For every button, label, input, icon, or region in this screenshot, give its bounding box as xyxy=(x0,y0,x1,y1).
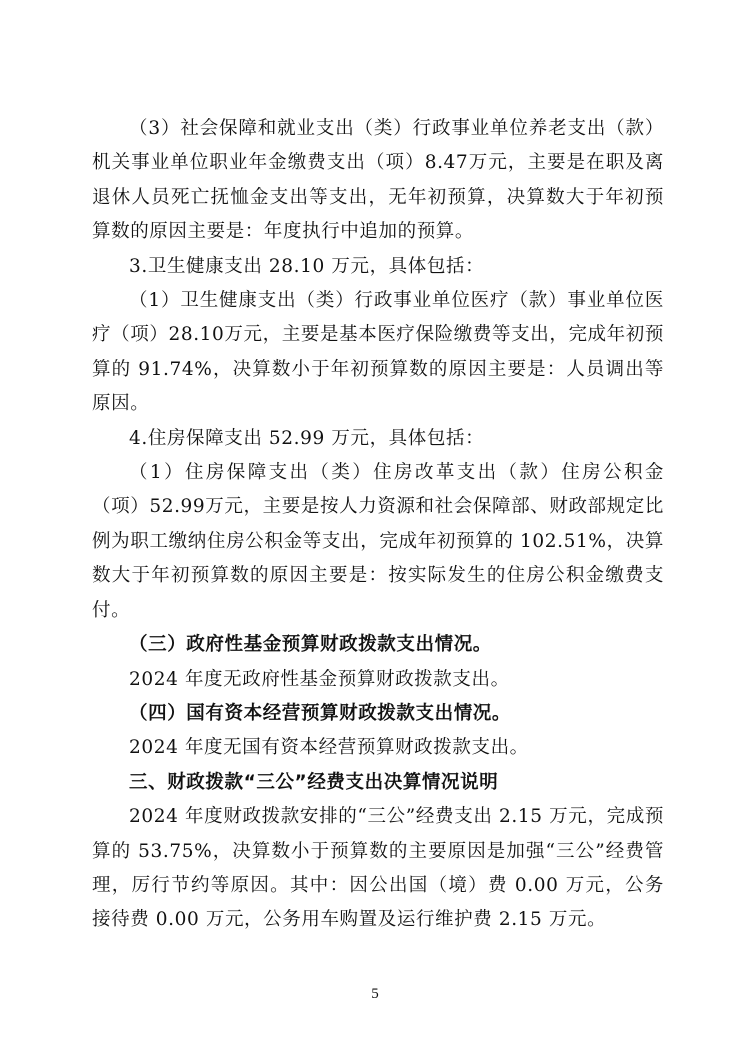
paragraph-state-capital: 2024 年度无国有资本经营预算财政拨款支出。 xyxy=(129,737,529,759)
document-body xyxy=(92,112,664,938)
section-heading-three-public: 三、财政拨款“三公”经费支出决算情况说明 xyxy=(129,771,499,793)
paragraph-three-public-expenses: 2024 年度财政拨款安排的“三公”经费支出 2.15 万元，完成预算的 53.75%，决算数小于预算数的主要原因是加强“三公”经费管理，厉行节约等原因。其中：因公出国（境）费 0.00 万元，公务接待费 0.00 万元，公务用车购置及运行维护费 2.15 万元。 xyxy=(92,806,664,931)
paragraph-social-security-annuity: （3）社会保障和就业支出（类）行政事业单位养老支出（款）机关事业单位职业年金缴费支出（项）8.47万元，主要是在职及离退休人员死亡抚恤金支出等支出，无年初预算，决算数大于年初预算数的原因主要是：年度执行中追加的预算。 xyxy=(92,118,664,243)
heading-housing-expenditure: 4.住房保障支出 52.99 万元，具体包括： xyxy=(129,427,485,449)
page-number: 5 xyxy=(371,986,379,1002)
section-heading-state-capital: （四）国有资本经营预算财政拨款支出情况。 xyxy=(129,702,512,724)
paragraph-health-medical: （1）卫生健康支出（类）行政事业单位医疗（款）事业单位医疗（项）28.10万元，主要是基本医疗保险缴费等支出，完成年初预算的 91.74%，决算数小于年初预算数的原因主要是：人员调出等原因。 xyxy=(92,290,664,415)
section-heading-government-fund: （三）政府性基金预算财政拨款支出情况。 xyxy=(129,634,492,656)
paragraph-government-fund: 2024 年度无政府性基金预算财政拨款支出。 xyxy=(129,668,510,690)
paragraph-housing-fund: （1）住房保障支出（类）住房改革支出（款）住房公积金（项）52.99万元，主要是按人力资源和社会保障部、财政部规定比例为职工缴纳住房公积金等支出，完成年初预算的 102.51%，决算数大于年初预算数的原因主要是：按实际发生的住房公积金缴费支付。 xyxy=(92,462,664,621)
heading-health-expenditure: 3.卫生健康支出 28.10 万元，具体包括： xyxy=(129,255,485,277)
